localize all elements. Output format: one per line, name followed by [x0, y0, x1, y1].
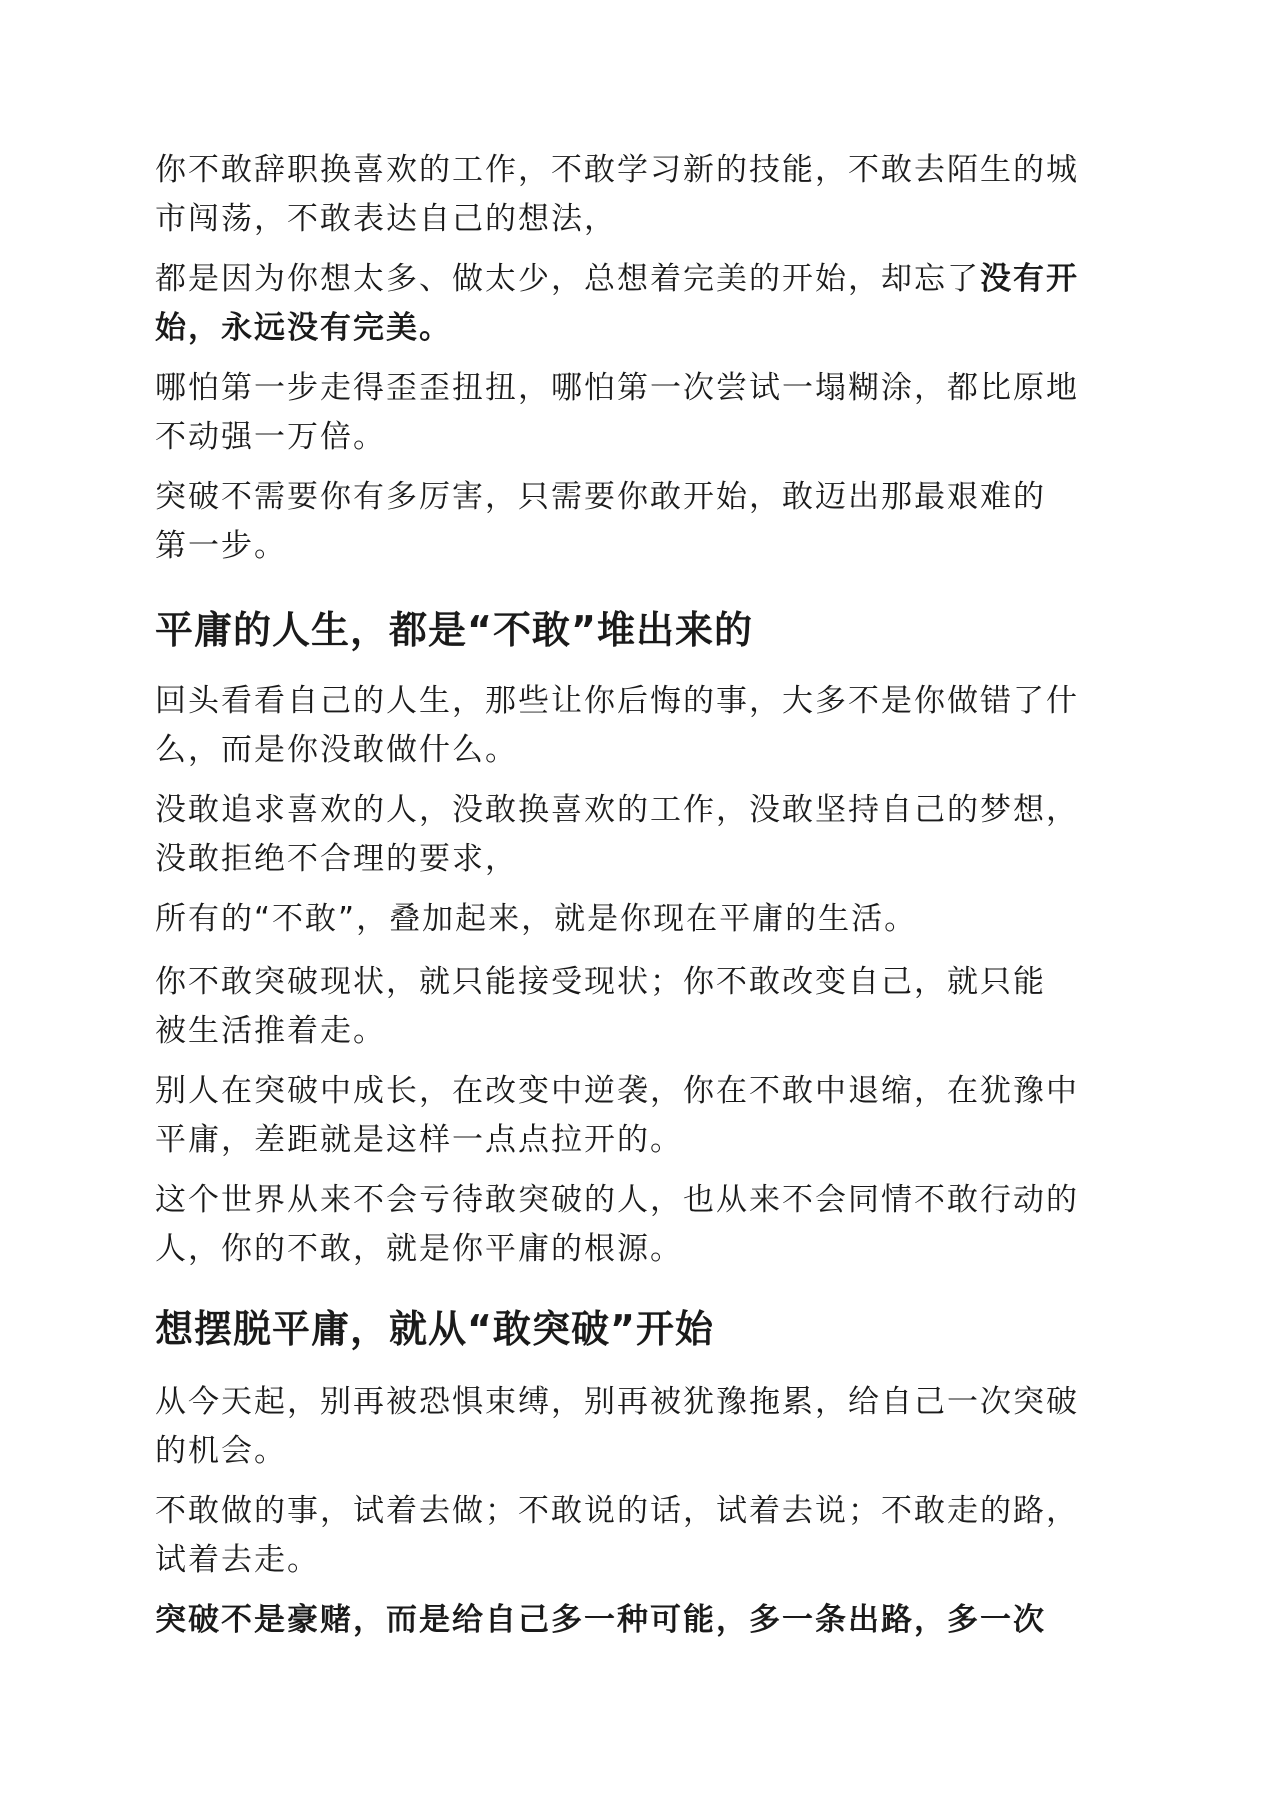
paragraph-line: 的机会。 — [155, 1433, 287, 1469]
paragraph-line: 哪怕第一步走得歪歪扭扭，哪怕第一次尝试一塌糊涂，都比原地 — [155, 370, 1079, 406]
section-heading: 想摆脱平庸，就从“敢突破”开始 — [155, 1307, 714, 1351]
paragraph-line: 平庸，差距就是这样一点点拉开的。 — [155, 1122, 683, 1158]
paragraph-line — [155, 304, 1115, 353]
paragraph-11 — [155, 1378, 1115, 1476]
paragraph-line: 别人在突破中成长，在改变中逆袭，你在不敢中退缩，在犹豫中 — [155, 1073, 1079, 1109]
paragraph-line: 从今天起，别再被恐惧束缚，别再被犹豫拖累，给自己一次突破 — [155, 1384, 1079, 1420]
paragraph-7 — [155, 895, 1115, 944]
paragraph-3 — [155, 364, 1115, 462]
bold-text: 没有开 — [980, 261, 1079, 297]
paragraph-line: 第一步。 — [155, 528, 287, 564]
paragraph-line: 你不敢辞职换喜欢的工作，不敢学习新的技能，不敢去陌生的城 — [155, 152, 1079, 188]
paragraph-10 — [155, 1176, 1115, 1274]
paragraph-line — [155, 255, 1115, 304]
paragraph-5 — [155, 677, 1115, 775]
paragraph-line: 回头看看自己的人生，那些让你后悔的事，大多不是你做错了什 — [155, 683, 1079, 719]
paragraph-line: 试着去走。 — [155, 1542, 320, 1578]
paragraph-8 — [155, 958, 1115, 1056]
section-heading: 平庸的人生，都是“不敢”堆出来的 — [155, 608, 753, 652]
paragraph-2 — [155, 255, 1115, 353]
paragraph-line: 不敢做的事，试着去做；不敢说的话，试着去说；不敢走的路， — [155, 1493, 1079, 1529]
paragraph-line: 没敢拒绝不合理的要求， — [155, 841, 518, 877]
paragraph-text: 都是因为你想太多、做太少，总想着完美的开始，却忘了 — [155, 261, 980, 297]
paragraph-12 — [155, 1487, 1115, 1585]
bold-text: 突破不是豪赌，而是给自己多一种可能，多一条出路，多一次 — [155, 1602, 1046, 1638]
paragraph-line: 你不敢突破现状，就只能接受现状；你不敢改变自己，就只能 — [155, 964, 1046, 1000]
paragraph-4 — [155, 473, 1115, 571]
paragraph-line: 人，你的不敢，就是你平庸的根源。 — [155, 1231, 683, 1267]
paragraph-line: 突破不需要你有多厉害，只需要你敢开始，敢迈出那最艰难的 — [155, 479, 1046, 515]
paragraph-line: 么，而是你没敢做什么。 — [155, 732, 518, 768]
paragraph-9 — [155, 1067, 1115, 1165]
paragraph-1 — [155, 146, 1115, 244]
paragraph-line: 所有的“不敢”，叠加起来，就是你现在平庸的生活。 — [155, 901, 918, 937]
paragraph-line — [155, 1596, 1115, 1645]
paragraph-line: 不动强一万倍。 — [155, 419, 386, 455]
paragraph-line: 这个世界从来不会亏待敢突破的人，也从来不会同情不敢行动的 — [155, 1182, 1079, 1218]
paragraph-line: 市闯荡，不敢表达自己的想法， — [155, 201, 617, 237]
paragraph-13 — [155, 1596, 1115, 1645]
paragraph-line: 被生活推着走。 — [155, 1013, 386, 1049]
paragraph-line: 没敢追求喜欢的人，没敢换喜欢的工作，没敢坚持自己的梦想， — [155, 792, 1079, 828]
bold-text: 始，永远没有完美。 — [155, 310, 452, 346]
paragraph-6 — [155, 786, 1115, 884]
